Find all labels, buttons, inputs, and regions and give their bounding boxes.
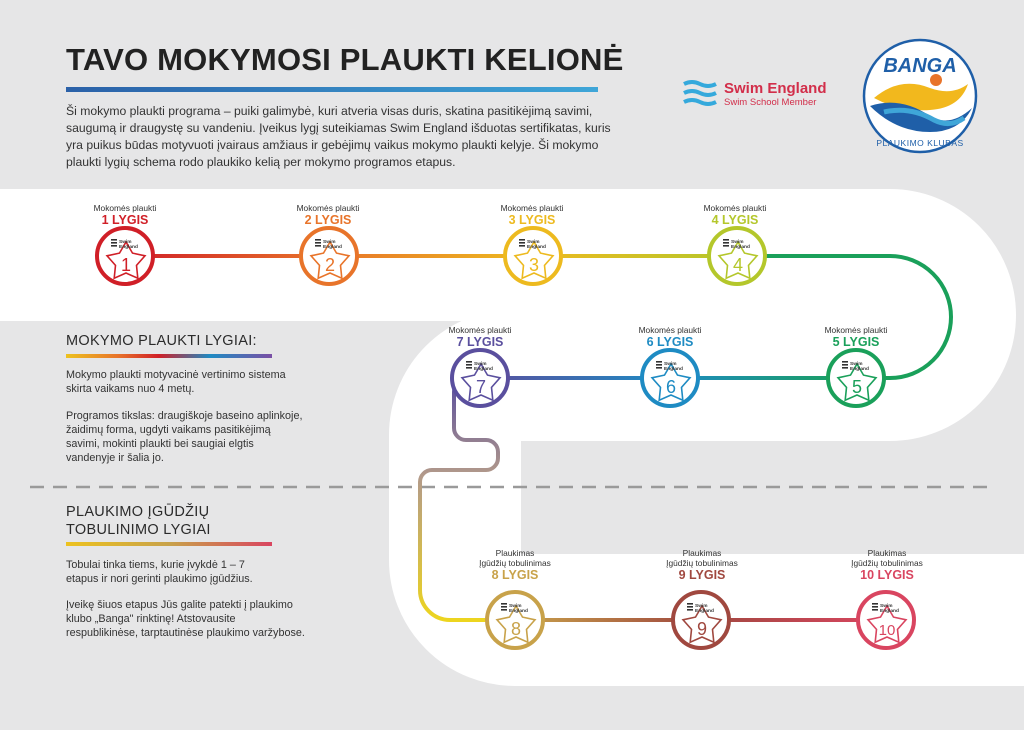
improve-heading-1: PLAUKIMO ĮGŪDŽIŲ xyxy=(66,504,210,520)
level-badge-8 xyxy=(487,592,543,648)
badge-brand-line1: Swim xyxy=(119,240,132,245)
level-label-4: Mokomės plaukti 4 LYGIS xyxy=(703,203,767,227)
badge-brand-line2: England xyxy=(527,245,546,250)
badge-brand-line1: Swim xyxy=(880,604,893,609)
level-label-7: Mokomės plaukti 7 LYGIS xyxy=(448,325,512,349)
level-badge-2 xyxy=(301,228,357,284)
badge-brand-line1: Swim xyxy=(664,362,677,367)
level-label-2: Mokomės plaukti 2 LYGIS xyxy=(296,203,360,227)
level-badge-6 xyxy=(642,350,698,406)
banga-club-logo xyxy=(860,36,980,156)
learn-goal: Programos tikslas: draugiškoje baseino aplinkoje, žaidimų forma, ugdyti vaikams pasitikėjimą savimi, mokinti plaukti bei saugiai elgtis vandenyje ir šalia jo. xyxy=(66,410,303,464)
swim-england-logo xyxy=(682,78,842,112)
swim-england-mini-icon xyxy=(501,603,507,611)
swim-england-mini-icon xyxy=(687,603,693,611)
level-label-9: Plaukimas Įgūdžių tobulinimas 9 LYGIS xyxy=(666,548,738,582)
swim-england-mini-icon xyxy=(872,603,878,611)
badge-brand-line2: England xyxy=(323,245,342,250)
level-badge-3 xyxy=(505,228,561,284)
badge-brand-line1: Swim xyxy=(527,240,540,245)
swim-england-mini-icon xyxy=(111,239,117,247)
badge-brand-line2: England xyxy=(695,609,714,614)
level-label-1: Mokomės plaukti 1 LYGIS xyxy=(93,203,157,227)
badge-number: 10 xyxy=(878,622,896,639)
badge-brand-line1: Swim xyxy=(509,604,522,609)
learn-desc: Mokymo plaukti motyvacinė vertinimo sistema skirta vaikams nuo 4 metų. xyxy=(66,369,286,395)
badge-number: 5 xyxy=(851,377,863,397)
badge-brand-line1: Swim xyxy=(323,240,336,245)
badge-brand-line2: England xyxy=(664,367,683,372)
level-label-8: Plaukimas Įgūdžių tobulinimas 8 LYGIS xyxy=(479,548,551,582)
swim-england-subtitle: Swim School Member xyxy=(724,97,817,108)
improve-rule xyxy=(66,542,272,546)
swim-england-mini-icon xyxy=(315,239,321,247)
swim-england-mini-icon xyxy=(842,361,848,369)
learn-rule xyxy=(66,354,272,358)
badge-brand-line2: England xyxy=(850,367,869,372)
swim-england-mini-icon xyxy=(519,239,525,247)
level-label-5: Mokomės plaukti 5 LYGIS xyxy=(824,325,888,349)
badge-number: 9 xyxy=(696,619,708,639)
badge-brand-line2: England xyxy=(880,609,899,614)
level-badge-9 xyxy=(673,592,729,648)
page-title: TAVO MOKYMOSI PLAUKTI KELIONĖ xyxy=(66,42,624,77)
swim-england-mini-icon xyxy=(656,361,662,369)
badge-number: 2 xyxy=(324,255,336,275)
swim-england-mini-icon xyxy=(723,239,729,247)
badge-brand-line1: Swim xyxy=(850,362,863,367)
swim-england-name: Swim England xyxy=(724,80,827,97)
banga-name: BANGA xyxy=(883,55,957,77)
intro-text: Ši mokymo plaukti programa – puiki galimybė, kuri atveria visas duris, skatina pasitikėjimą savimi, saugumą ir draugystę su vandeniu. Įveikus lygį suteikiamas Swim England išduotas sertifikatas, kuris yra puikus būdas motyvuoti įvairaus amžiaus ir gebėjimų vaikus mokymo plaukti kelyje. Ši mokymo plaukti lygių schema rodo plaukiko kelią per mokymo programos etapus. xyxy=(66,104,611,169)
badge-brand-line2: England xyxy=(731,245,750,250)
improve-heading-2: TOBULINIMO LYGIAI xyxy=(66,522,211,538)
badge-number: 6 xyxy=(665,377,677,397)
banga-subtitle: PLAUKIMO KLUBAS xyxy=(876,138,964,148)
level-label-10: Plaukimas Įgūdžių tobulinimas 10 LYGIS xyxy=(851,548,923,582)
badge-brand-line1: Swim xyxy=(474,362,487,367)
learn-heading: MOKYMO PLAUKTI LYGIAI: xyxy=(66,333,257,349)
badge-number: 1 xyxy=(120,255,132,275)
badge-brand-line2: England xyxy=(474,367,493,372)
badge-brand-line1: Swim xyxy=(731,240,744,245)
badge-brand-line2: England xyxy=(119,245,138,250)
level-badge-4 xyxy=(709,228,765,284)
level-badge-10 xyxy=(858,592,914,648)
level-badge-5 xyxy=(828,350,884,406)
badge-brand-line1: Swim xyxy=(695,604,708,609)
level-badge-1 xyxy=(97,228,153,284)
level-label-3: Mokomės plaukti 3 LYGIS xyxy=(500,203,564,227)
title-underline xyxy=(66,87,598,92)
level-label-6: Mokomės plaukti 6 LYGIS xyxy=(638,325,702,349)
badge-number: 8 xyxy=(510,619,522,639)
level-badge-7 xyxy=(452,350,508,406)
swim-england-wave-icon xyxy=(682,78,718,108)
badge-number: 4 xyxy=(732,255,744,275)
improve-desc: Tobulai tinka tiems, kurie įvykdė 1 – 7 etapus ir nori gerinti plaukimo įgūdžius. xyxy=(66,559,253,585)
improve-goal: Įveikę šiuos etapus Jūs galite patekti į plaukimo klubo „Banga" rinktinę! Atstovausite respublikinėse, tarptautinėse plaukimo varžybose. xyxy=(66,599,305,639)
badge-brand-line2: England xyxy=(509,609,528,614)
badge-number: 3 xyxy=(528,255,540,275)
badge-number: 7 xyxy=(475,377,487,397)
swim-england-mini-icon xyxy=(466,361,472,369)
